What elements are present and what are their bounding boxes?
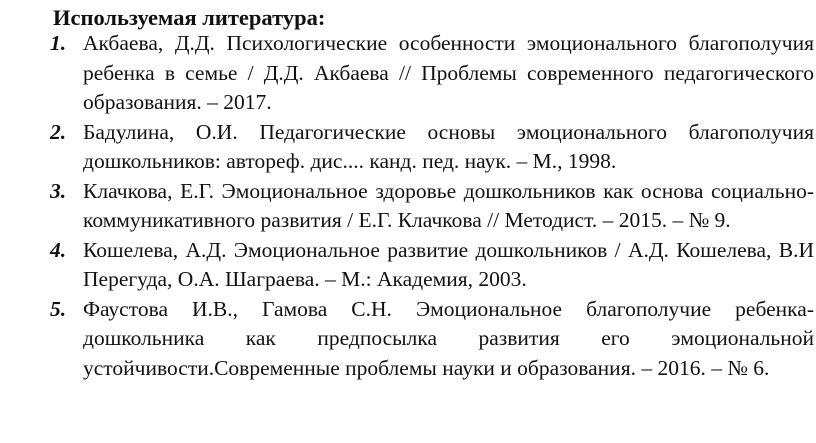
reference-text: Фаустова И.В., Гамова С.Н. Эмоциональное благополучие ребенка-дошкольника как предпосылка развития его эмоциональной устойчивости.Современные проблемы науки и образования. – 2016. – № 6.	[83, 296, 814, 380]
reference-number: 5.	[50, 296, 67, 321]
reference-list	[50, 29, 814, 383]
reference-text: Клачкова, Е.Г. Эмоциональное здоровье дошкольников как основа социально-коммуникативного развития / Е.Г. Клачкова // Методист. – 2015. – № 9.	[83, 178, 814, 232]
reference-text: Кошелева, А.Д. Эмоциональное развитие дошкольников / А.Д. Кошелева, В.И Перегуда, О.А. Шаграева. – М.: Академия, 2003.	[83, 237, 814, 291]
reference-item	[50, 295, 814, 384]
references-heading: Используемая литература:	[53, 5, 326, 30]
reference-number: 3.	[50, 178, 67, 203]
reference-item	[50, 29, 814, 118]
reference-text: Акбаева, Д.Д. Психологические особенности эмоционального благополучия ребенка в семье / Д.Д. Акбаева // Проблемы современного педагогического образования. – 2017.	[83, 31, 814, 114]
reference-item	[50, 118, 814, 177]
reference-item	[50, 177, 814, 236]
reference-item	[50, 236, 814, 295]
reference-number: 4.	[50, 237, 67, 262]
reference-text: Бадулина, О.И. Педагогические основы эмоционального благополучия дошкольников: автореф. дис.... канд. пед. наук. – М., 1998.	[83, 119, 814, 173]
reference-number: 2.	[50, 119, 67, 144]
reference-number: 1.	[50, 31, 67, 55]
